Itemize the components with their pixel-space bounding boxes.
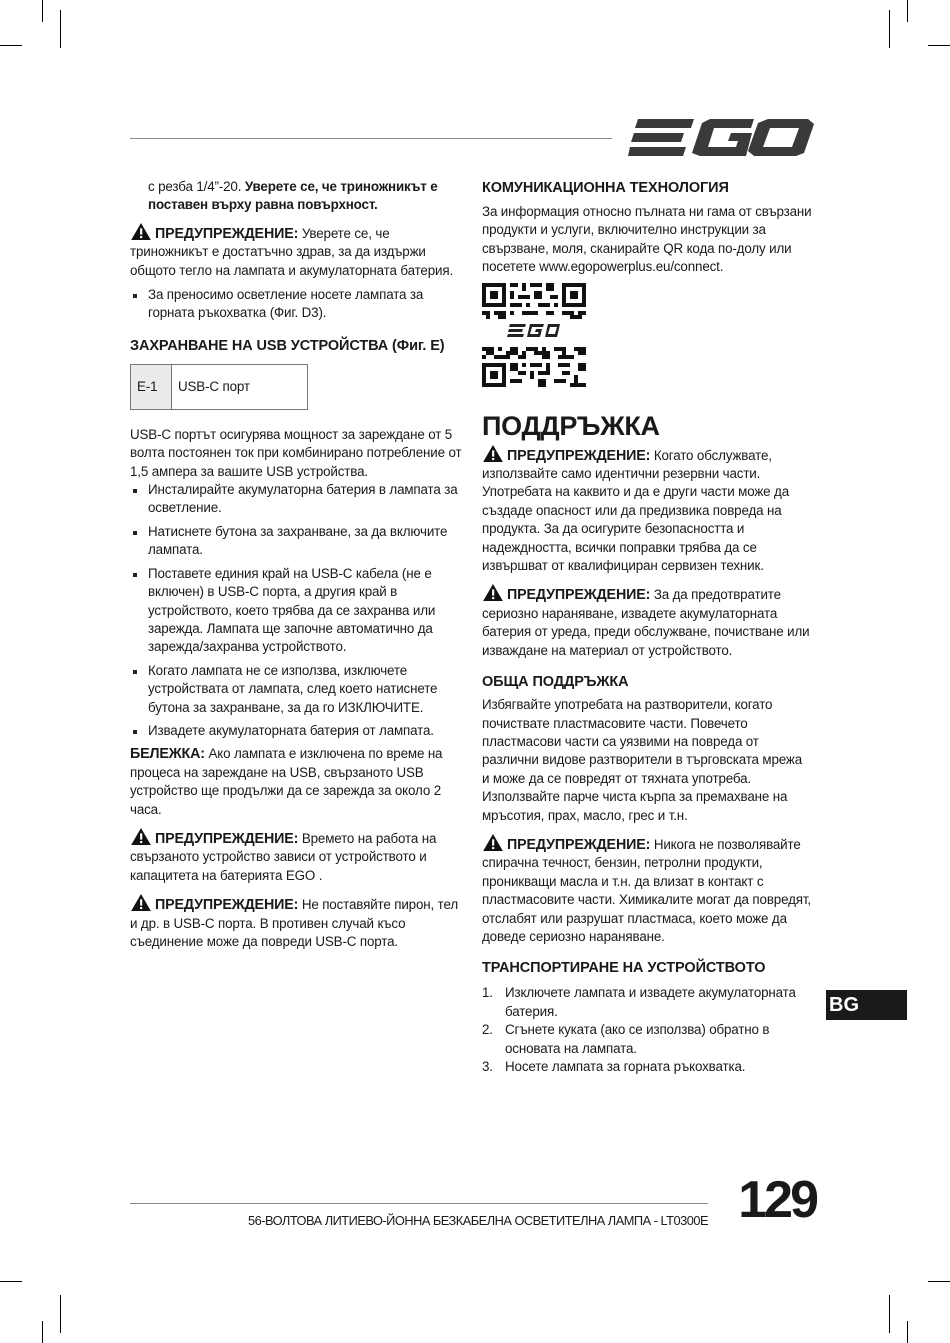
table-value: USB-C порт bbox=[172, 364, 308, 409]
list-item: За преносимо осветление носете лампата за горната ръкохватка (Фиг. D3). bbox=[130, 286, 468, 323]
crop-mark bbox=[60, 10, 61, 48]
list-item: Натиснете бутона за захранване, за да включите лампата. bbox=[130, 523, 468, 560]
warning-text: Времето на работа на свързаното устройство зависи от устройството и капацитета на батерията EGO . bbox=[130, 830, 437, 883]
list-item: Инсталирайте акумулаторна батерия в лампата за осветление. bbox=[130, 481, 468, 518]
qr-code bbox=[482, 283, 586, 387]
footer-title: 56-ВОЛТОВА ЛИТИЕВО-ЙОННА БЕЗКАБЕЛНА ОСВЕТИТЕЛНА ЛАМПА - LT0300E bbox=[248, 1213, 708, 1228]
warning-label: ПРЕДУПРЕЖДЕНИЕ: bbox=[155, 897, 299, 914]
list-item: Извадете акумулаторната батерия от лампата. bbox=[130, 722, 468, 740]
crop-mark bbox=[60, 1295, 61, 1333]
right-column bbox=[482, 178, 812, 1076]
warning-icon bbox=[482, 445, 504, 462]
warning-icon bbox=[130, 828, 152, 845]
list-item bbox=[482, 984, 812, 1021]
intro-text: с резба 1/4”-20. bbox=[148, 179, 245, 194]
warning-icon bbox=[130, 223, 152, 240]
step-number: 3. bbox=[482, 1059, 493, 1074]
crop-mark bbox=[928, 45, 950, 46]
tripod-intro bbox=[130, 178, 468, 215]
warning-block bbox=[130, 828, 468, 885]
list-item: Поставете единия край на USB-C кабела (не е включен) в USB-C порта, а другия край в устройството, което трябва да се захранва или зарежда. Лампата ще започне автоматично да зарежда/захранва устройството. bbox=[130, 565, 468, 657]
crop-mark bbox=[889, 10, 890, 48]
warning-text: Когато обслужвате, използвайте само идентични резервни части. Употребата на каквито и да е други части може да създаде опасност или да предизвика повреда на продукта. За да осигурите безопасността и надеждността, всички поправки трябва да се извършват от квалифициран сервизен техник. bbox=[482, 447, 789, 574]
list-item bbox=[482, 1021, 812, 1058]
language-tab: BG bbox=[826, 990, 907, 1020]
usb-heading: ЗАХРАНВАНЕ НА USB УСТРОЙСТВА (Фиг. E) bbox=[130, 337, 445, 354]
crop-mark bbox=[0, 45, 22, 46]
transport-steps bbox=[482, 984, 812, 1076]
usb-paragraph: USB-C портът осигурява мощност за зареждане от 5 волта постоянен ток при комбинирано потребление от 1,5 ампера за вашите USB устройства. bbox=[130, 426, 462, 479]
warning-label: ПРЕДУПРЕЖДЕНИЕ: bbox=[507, 836, 651, 853]
crop-mark bbox=[889, 1295, 890, 1333]
list-item: Когато лампата не се използва, изключете устройствата от лампата, след което натиснете бутона за захранване, за да го ИЗКЛЮЧИТЕ. bbox=[130, 662, 468, 717]
step-number: 2. bbox=[482, 1022, 493, 1038]
warning-label: ПРЕДУПРЕЖДЕНИЕ: bbox=[507, 587, 651, 604]
crop-mark bbox=[42, 0, 43, 22]
ego-logo bbox=[628, 116, 814, 160]
warning-icon bbox=[130, 894, 152, 911]
note-text: Ако лампата е изключена по време на процеса на зареждане на USB, свързаното USB устройство ще продължи да се зарежда за около 2 часа. bbox=[130, 746, 443, 817]
left-column bbox=[130, 178, 468, 951]
general-maintenance-paragraph: Избягвайте употребата на разтворители, когато почиствате пластмасовите части. Повечето пластмасови части са уязвими на повреда от различни видове разтворители в търговската мрежа и може да се повредят от тяхната употреба. Използвайте парче чиста кърпа за премахване на мръсотия, прах, масло, грес и т.н. bbox=[482, 697, 803, 823]
warning-block bbox=[130, 223, 468, 280]
step-text: Носете лампата за горната ръкохватка. bbox=[505, 1059, 746, 1074]
usb-steps-list bbox=[130, 481, 468, 740]
warning-block bbox=[482, 834, 812, 946]
crop-mark bbox=[928, 1281, 950, 1282]
general-maintenance-heading: ОБЩА ПОДДРЪЖКА bbox=[482, 674, 629, 691]
table-key: E-1 bbox=[131, 364, 172, 409]
carry-list bbox=[130, 286, 468, 323]
warning-icon bbox=[482, 584, 504, 601]
warning-text: Уверете се, че триножникът е достатъчно здрав, за да издържи общото тегло на лампата и акумулаторната батерия. bbox=[130, 225, 454, 278]
warning-icon bbox=[482, 834, 504, 851]
comm-heading: КОМУНИКАЦИОННА ТЕХНОЛОГИЯ bbox=[482, 180, 729, 196]
comm-paragraph: За информация относно пълната ни гама от свързани продукти и услуги, включително инструкции за свързване, моля, сканирайте QR кода по-долу или посетете www.egopowerplus.eu/connect. bbox=[482, 204, 812, 275]
footer-rule bbox=[130, 1203, 708, 1204]
crop-mark bbox=[907, 0, 908, 22]
note-label: БЕЛЕЖКА: bbox=[130, 746, 205, 763]
usb-legend-table bbox=[130, 364, 308, 410]
header-rule bbox=[130, 138, 612, 139]
warning-text: За да предотвратите сериозно нараняване, извадете акумулаторната батерия от уреда, преди обслужване, почистване или изваждане на материал от устройството. bbox=[482, 587, 810, 658]
step-number: 1. bbox=[482, 985, 493, 1001]
intro-bold-text: Уверете се, че триножникът е поставен върху равна повърхност. bbox=[148, 179, 438, 213]
note-block bbox=[130, 745, 468, 819]
list-item bbox=[482, 1058, 812, 1076]
transport-heading: ТРАНСПОРТИРАНЕ НА УСТРОЙСТВОТО bbox=[482, 960, 766, 977]
warning-text: Не поставяйте пирон, тел и др. в USB-C порта. В противен случай късо съединение може да повреди USB-C порта. bbox=[130, 897, 458, 949]
warning-label: ПРЕДУПРЕЖДЕНИЕ: bbox=[155, 225, 299, 242]
crop-mark bbox=[42, 1321, 43, 1343]
warning-label: ПРЕДУПРЕЖДЕНИЕ: bbox=[155, 830, 299, 847]
crop-mark bbox=[0, 1281, 22, 1282]
warning-text: Никога не позволявайте спирачна течност, бензин, петролни продукти, проникващи масла и т.н. да влизат в контакт с пластмасовите части. Химикалите могат да повредят, отслабят или разрушат пластмаса, което може да доведе сериозно нараняване. bbox=[482, 836, 811, 944]
maintenance-title: ПОДДРЪЖКА bbox=[482, 410, 660, 441]
warning-label: ПРЕДУПРЕЖДЕНИЕ: bbox=[507, 447, 651, 464]
warning-block bbox=[482, 445, 812, 576]
crop-mark bbox=[907, 1321, 908, 1343]
step-text: Изключете лампата и извадете акумулаторната батерия. bbox=[505, 985, 796, 1019]
step-text: Сгънете куката (ако се използва) обратно в основата на лампата. bbox=[505, 1022, 770, 1056]
page-number: 129 bbox=[738, 1171, 816, 1229]
warning-block bbox=[482, 584, 812, 660]
warning-block bbox=[130, 894, 468, 951]
